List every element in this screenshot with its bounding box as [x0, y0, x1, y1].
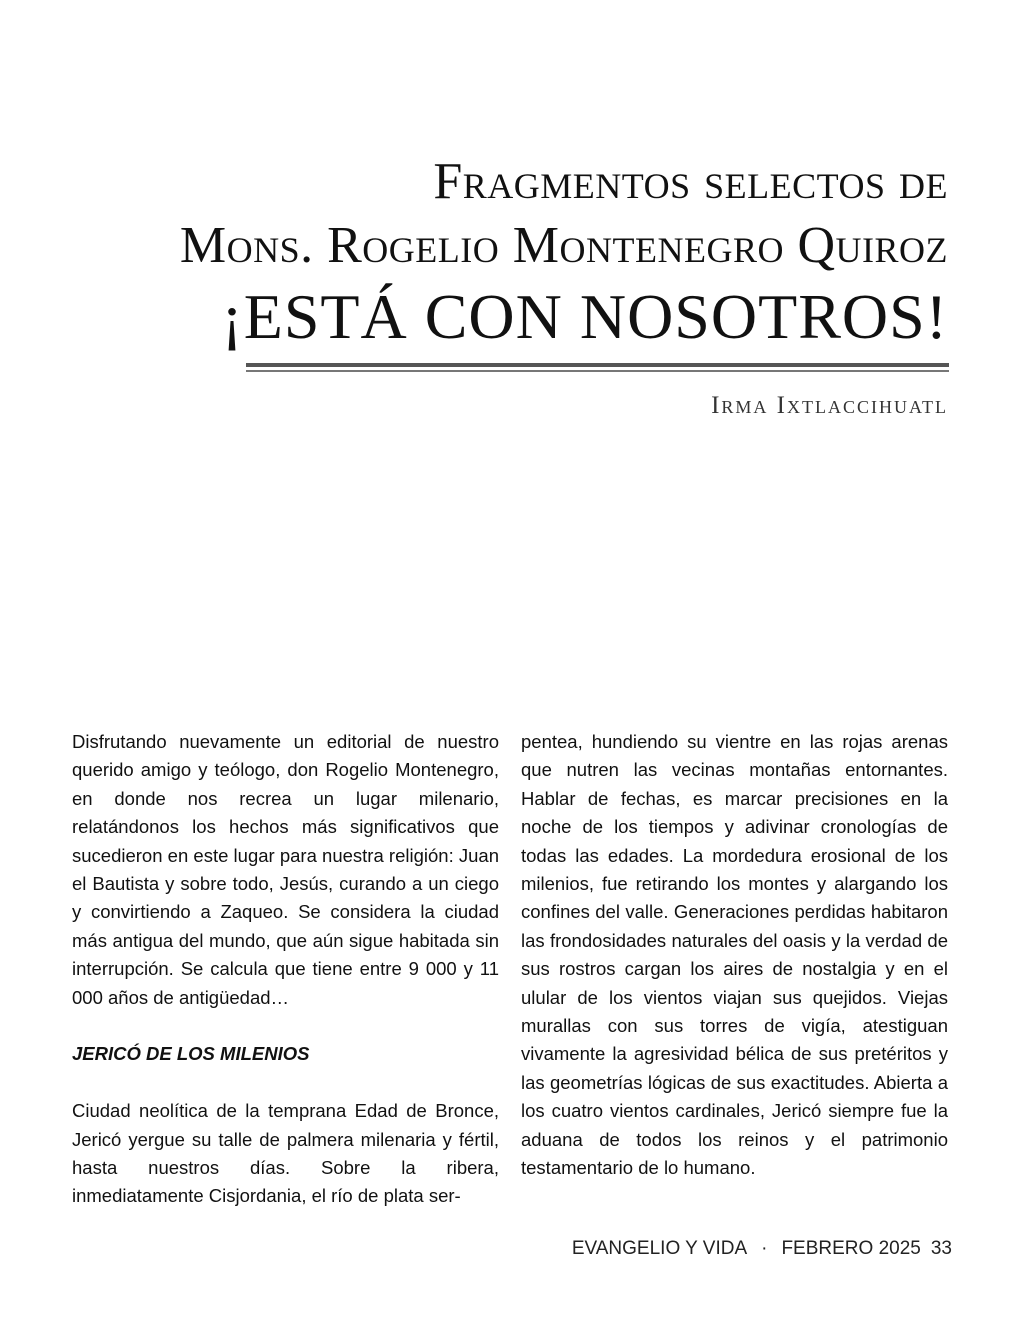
page-number: 33 — [930, 1238, 952, 1259]
column-left — [72, 728, 499, 1211]
title-divider-thin — [246, 370, 949, 372]
intro-paragraph: Disfrutando nuevamente un editorial de nuestro querido amigo y teólogo, don Rogelio Montenegro, en donde nos recrea un lugar milenario, relatándonos los hechos más significativos que sucedieron en este lugar para nuestra religión: Juan el Bautista y sobre todo, Jesús, curando a un ciego y convirtiendo a Zaqueo. Se considera la ciudad más antigua del mundo, que aún sigue habitada sin interrupción. Se calcula que tiene entre 9 000 y 11 000 años de antigüedad… — [72, 731, 499, 1008]
title-line-3: ¡ESTÁ CON NOSOTROS! — [221, 281, 948, 352]
body-paragraph-left: Ciudad neolítica de la temprana Edad de Bronce, Jericó yergue su talle de palmera milenaria y fértil, hasta nuestros días. Sobre la ribera, inmediatamente Cisjordania, el río de plata ser- — [72, 1100, 499, 1207]
footer-publication: EVANGELIO Y VIDA — [571, 1238, 748, 1259]
author-byline: Irma Ixtlaccihuatl — [711, 392, 948, 419]
article-title — [68, 150, 948, 356]
footer-separator: · — [761, 1238, 768, 1259]
section-heading: JERICÓ DE LOS MILENIOS — [72, 1043, 310, 1065]
body-paragraph-right: pentea, hundiendo su vientre en las rojas arenas que nutren las vecinas montañas entornantes. Hablar de fechas, es marcar precisiones en la noche de los tiempos y adivinar cronologías de todas las edades. La mordedura erosional de los milenios, fue retirando los montes y alargando los confines del valle. Generaciones perdidas habitaron las frondosidades naturales del oasis y la verdad de sus rostros cargan los aires de nostalgia y en el ulular de los vientos viajan sus quejidos. Viejas murallas con sus torres de vigía, atestiguan vivamente la agresividad bélica de sus pretéritos y las geometrías lógicas de sus exactitudes. Abierta a los cuatro vientos cardinales, Jericó siempre fue la aduana de todos los reinos y el patrimonio testamentario de lo humano. — [521, 731, 948, 1179]
column-right — [521, 728, 948, 1183]
title-line-1: Fragmentos selectos de — [433, 153, 948, 210]
title-line-2: Mons. Rogelio Montenegro Quiroz — [179, 217, 948, 274]
page-footer — [572, 1238, 952, 1260]
title-divider-thick — [246, 363, 949, 367]
footer-issue: FEBRERO 2025 — [781, 1238, 921, 1259]
